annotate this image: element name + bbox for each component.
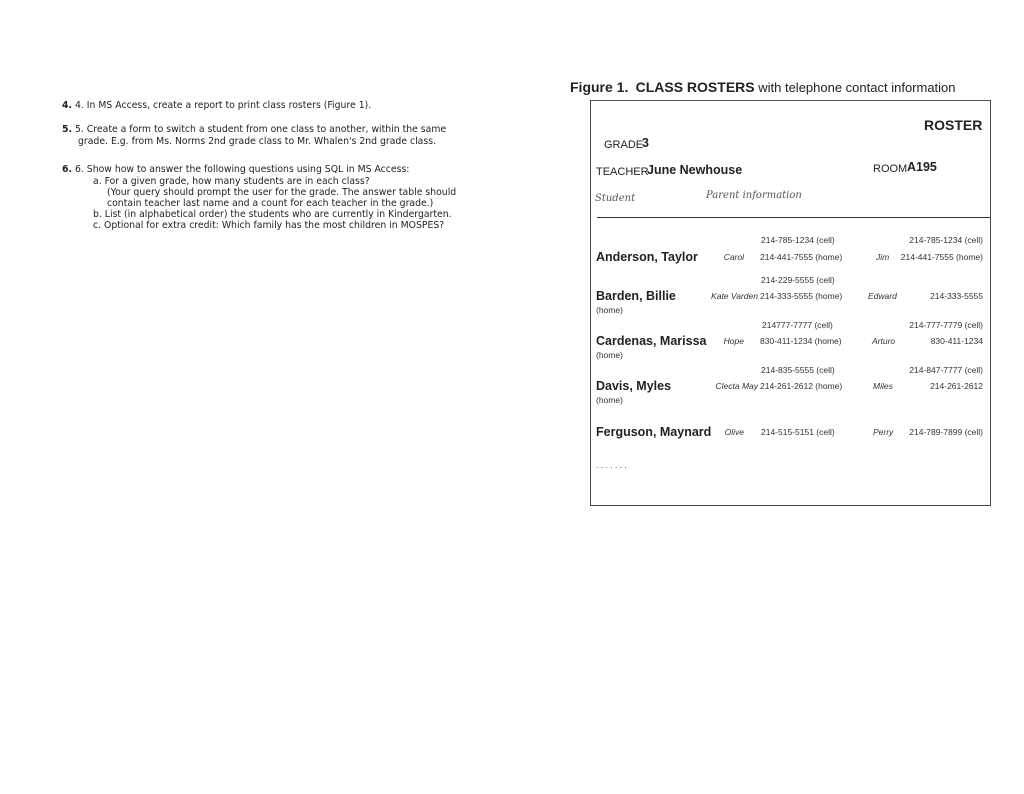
grade-value: 3	[642, 136, 649, 150]
parent1-home: 214-333-5555 (home)	[760, 291, 843, 301]
parent1-cell: 214-785-1234 (cell)	[761, 235, 835, 245]
parent2-cell: 214-777-7779 (cell)	[909, 320, 983, 330]
parent2-phone: 214-789-7899 (cell)	[909, 427, 983, 437]
figure-subtitle: with telephone contact information	[758, 80, 956, 95]
parent1-phone: 214-515-5151 (cell)	[761, 427, 835, 437]
wrapped-text: (home)	[596, 350, 623, 360]
wrapped-text: (home)	[596, 395, 623, 405]
parent2-home: 214-441-7555 (home)	[900, 252, 983, 262]
student-name: Davis, Myles	[596, 379, 672, 393]
parent1-name: Kate Varden	[711, 291, 758, 301]
parent1-cell: 214-835-5555 (cell)	[761, 365, 835, 375]
teacher-value: June Newhouse	[647, 163, 743, 177]
student-name: Cardenas, Marissa	[596, 334, 707, 348]
parent2-name: Arturo	[872, 336, 896, 346]
question-text: 4. In MS Access, create a report to print class rosters (Figure 1).	[74, 100, 372, 111]
parent2-home: 830-411-1234	[930, 336, 983, 346]
question-number: 4.	[62, 100, 73, 111]
room-value: A195	[907, 160, 937, 174]
parent2-home: 214-261-2612	[930, 381, 983, 391]
parent1-name: Carol	[723, 252, 744, 262]
parent1-home: 214-441-7555 (home)	[760, 252, 843, 262]
question-6	[62, 164, 409, 176]
sub-item: b. List (in alphabetical order) the students who are currently in Kindergarten.	[93, 209, 452, 220]
header-divider	[597, 217, 990, 218]
student-name: Ferguson, Maynard	[596, 425, 712, 439]
student-name: Barden, Billie	[596, 289, 676, 303]
parent2-cell: 214-847-7777 (cell)	[909, 365, 983, 375]
question-text: grade. E.g. from Ms. Norms 2nd grade class to Mr. Whalen's 2nd grade class.	[78, 136, 437, 147]
parent-column-header: Parent information	[706, 190, 802, 201]
question-text: 6. Show how to answer the following questions using SQL in MS Access:	[74, 164, 410, 175]
question-number: 6.	[62, 164, 73, 175]
student-column-header: Student	[595, 193, 636, 204]
sub-item: (Your query should prompt the user for the grade. The answer table should	[107, 187, 457, 198]
question-4	[62, 100, 371, 112]
parent1-name: Olive	[724, 427, 744, 437]
teacher-label: TEACHER	[596, 166, 649, 178]
room-label: ROOM	[873, 163, 908, 175]
parent1-home: 214-261-2612 (home)	[760, 381, 843, 391]
parent1-cell: 214-229-5555 (cell)	[761, 275, 835, 285]
sub-item: c. Optional for extra credit: Which family has the most children in MOSPES?	[93, 220, 445, 231]
parent2-home: 214-333-5555	[930, 291, 983, 301]
continuation-dots: . . . . . . .	[596, 460, 627, 470]
parent1-cell: 214777-7777 (cell)	[762, 320, 833, 330]
question-number: 5.	[62, 124, 73, 135]
parent1-home: 830-411-1234 (home)	[760, 336, 842, 346]
parent2-name: Jim	[876, 252, 890, 262]
parent2-name: Edward	[868, 291, 897, 301]
sub-item: contain teacher last name and a count for each teacher in the grade.)	[107, 198, 434, 209]
question-5	[62, 124, 446, 136]
question-text: 5. Create a form to switch a student from one class to another, within the same	[74, 124, 447, 135]
parent2-name: Miles	[873, 381, 893, 391]
grade-label: GRADE	[604, 139, 644, 151]
roster-heading: ROSTER	[924, 117, 983, 133]
student-name: Anderson, Taylor	[596, 250, 698, 264]
figure-label: Figure 1.	[570, 79, 629, 95]
wrapped-text: (home)	[596, 305, 623, 315]
figure-caption	[570, 79, 956, 95]
parent2-cell: 214-785-1234 (cell)	[909, 235, 983, 245]
parent1-name: Clecta May	[715, 381, 758, 391]
parent2-name: Perry	[873, 427, 894, 437]
figure-title: CLASS ROSTERS	[635, 79, 755, 95]
sub-item: a. For a given grade, how many students are in each class?	[93, 176, 370, 187]
parent1-name: Hope	[723, 336, 744, 346]
